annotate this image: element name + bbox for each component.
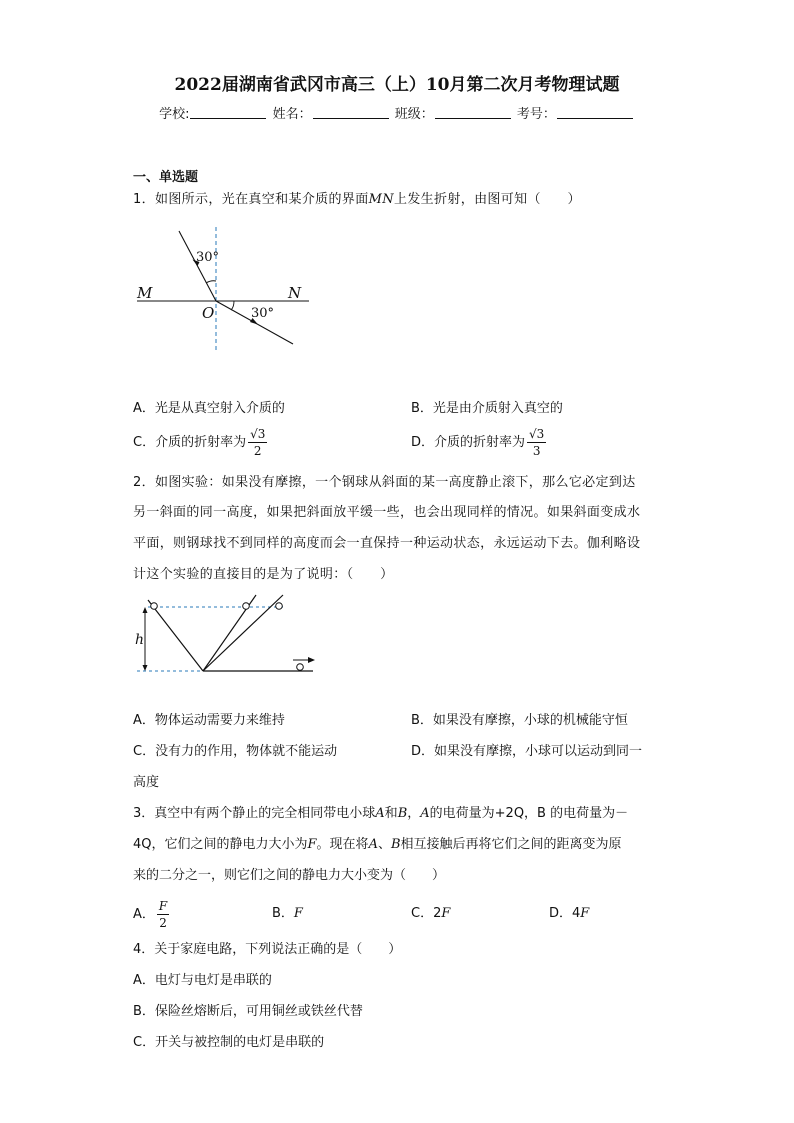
q1-mn-symbol: MN [368,192,394,207]
q3-option-a[interactable] [133,900,171,929]
q2-option-d[interactable]: D．如果没有摩擦，小球可以运动到同一 [411,744,643,759]
q2-option-a[interactable]: A．物体运动需要力来维持 [133,713,285,728]
symbol-b: B [390,837,401,852]
q3-option-b-text: B． [272,906,294,921]
height-arrow-up [143,607,148,613]
frac-den: 2 [159,916,167,930]
symbol-f: F [307,837,317,852]
q4-option-c[interactable]: C．开关与被控制的电灯是串联的 [133,1035,325,1050]
q3-option-c[interactable] [411,906,450,922]
q1-option-b[interactable]: B．光是由介质射入真空的 [411,401,563,416]
q1-option-c[interactable] [133,428,269,457]
q3-text: 3．真空中有两个静止的完全相同带电小球 [133,806,376,821]
q4-option-a[interactable]: A．电灯与电灯是串联的 [133,973,272,988]
q3-option-b[interactable] [272,906,303,922]
label-m: M [137,284,153,302]
q2-option-b[interactable]: B．如果没有摩擦，小球的机械能守恒 [411,713,628,728]
number-blank[interactable] [557,106,633,119]
q3-line-1 [133,806,628,822]
school-blank[interactable] [190,106,266,119]
height-arrow-down [143,665,148,671]
q1-stem-text: 1．如图所示，光在真空和某介质的界面 [133,192,369,207]
motion-arrow-head [308,657,315,663]
q3-text: ， [407,806,421,821]
q2-line-1: 2．如图实验：如果没有摩擦，一个钢球从斜面的某一高度静止滚下，那么它必定到达 [133,475,636,490]
q2-line-3: 平面，则钢球找不到同样的高度而会一直保持一种运动状态，永远运动下去。伽利略设 [133,536,641,551]
q3-option-a-text: A． [133,907,155,922]
q3-option-c-text: C．2 [411,906,442,921]
symbol-f: F [580,906,590,921]
q1-option-c-text: C．介质的折射率为 [133,435,247,450]
name-label: 姓名： [272,107,312,122]
q3-text: 相互接触后再将它们之间的距离变为原 [400,837,622,852]
q1-option-d-text: D．介质的折射率为 [411,435,526,450]
name-blank[interactable] [313,106,389,119]
class-label: 班级： [394,107,434,122]
frac-num: √3 [250,427,266,441]
q4-stem: 4．关于家庭电路，下列说法正确的是（ ） [133,942,402,957]
q3-text: 、 [377,837,391,852]
class-blank[interactable] [435,106,511,119]
q3-option-d[interactable] [549,906,589,922]
student-info-line [0,103,794,122]
q1-refraction-figure [133,222,333,352]
fraction-f-over-2 [157,900,169,929]
symbol-f: F [293,906,303,921]
frac-num: F [158,899,168,913]
symbol-a: A [375,806,385,821]
q2-option-c[interactable]: C．没有力的作用，物体就不能运动 [133,744,338,759]
q1-stem [133,192,581,208]
q2-line-2: 另一斜面的同一高度，如果把斜面放平缓一些，也会出现同样的情况。如果斜面变成水 [133,505,641,520]
label-o: O [202,304,215,322]
ball-flat [297,664,304,671]
label-30-bottom: 30° [251,306,275,321]
q1-option-d[interactable] [411,428,548,457]
q2-option-d-continued[interactable]: 高度 [133,775,160,790]
angle-arc-top [206,281,216,283]
frac-num: √3 [529,427,545,441]
q3-line-2 [133,837,622,853]
number-label: 考号： [516,107,556,122]
label-30-top: 30° [196,250,220,265]
label-n: N [288,284,302,302]
frac-den: 2 [253,444,262,458]
section-heading: 一、单选题 [133,170,199,185]
q3-option-d-text: D．4 [549,906,581,921]
symbol-b: B [397,806,408,821]
symbol-f: F [441,906,451,921]
symbol-a: A [420,806,430,821]
ball-left [151,603,158,610]
q1-stem-text-end: 上发生折射，由图可知（ ） [393,192,581,207]
q3-text: 4Q，它们之间的静电力大小为 [133,837,308,852]
q3-text: 和 [384,806,398,821]
q2-line-4: 计这个实验的直接目的是为了说明：（ ） [133,567,394,582]
fraction-sqrt3-over-3 [527,428,546,457]
q3-line-3: 来的二分之一，则它们之间的静电力大小变为（ ） [133,868,446,883]
angle-arc-bottom [231,301,234,310]
q1-option-a[interactable]: A．光是从真空射入介质的 [133,401,285,416]
page-title: 2022届湖南省武冈市高三（上）10月第二次月考物理试题 [174,75,620,95]
q3-text: 。现在将 [316,837,369,852]
ball-gentle [276,603,283,610]
school-label: 学校: [159,107,190,122]
ball-steep [243,603,250,610]
frac-den: 3 [532,444,541,458]
label-h: h [135,632,145,648]
q3-text: 的电荷量为+2Q，B 的电荷量为－ [429,806,629,821]
fraction-sqrt3-over-2 [248,428,267,457]
left-incline [148,600,203,671]
symbol-a: A [368,837,378,852]
q2-incline-figure [133,592,323,676]
q4-option-b[interactable]: B．保险丝熔断后，可用铜丝或铁丝代替 [133,1004,363,1019]
